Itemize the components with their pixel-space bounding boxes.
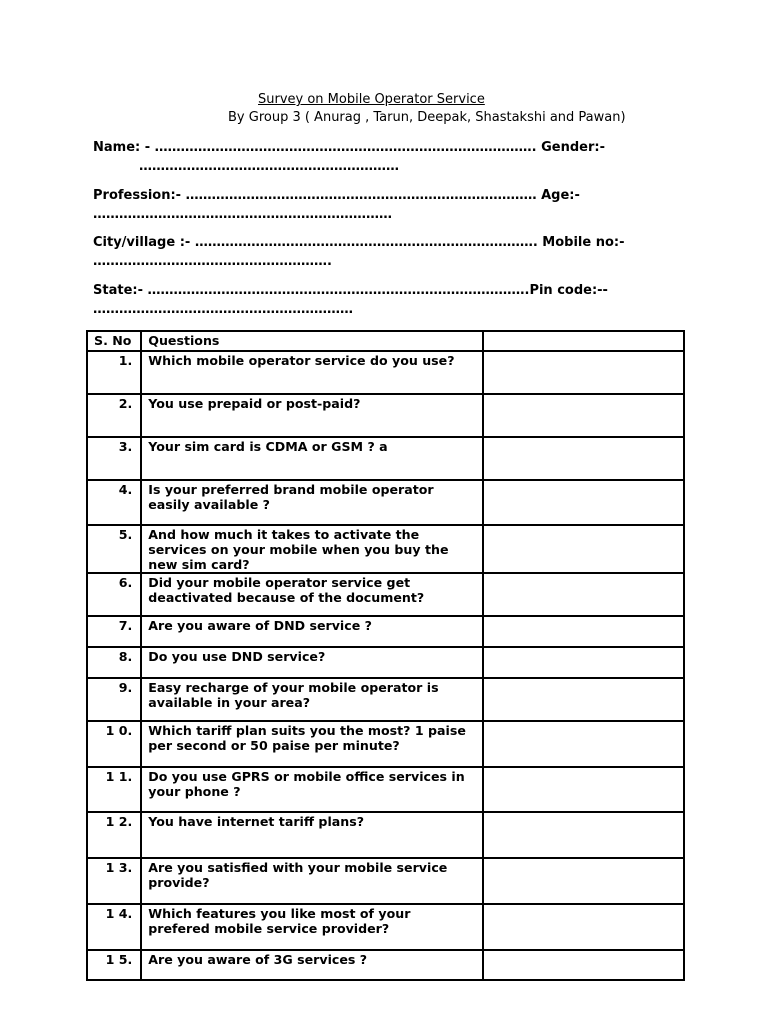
city-line: City/village :- ……………………………………………………………………. Mobile no:-	[93, 235, 625, 250]
row-number: 5.	[87, 525, 141, 573]
row-number: 1 1.	[87, 767, 141, 812]
answer-cell[interactable]	[483, 525, 684, 573]
table-row	[87, 351, 684, 394]
table-row	[87, 394, 684, 437]
table-row	[87, 767, 684, 812]
row-question: Which mobile operator service do you use?	[141, 351, 483, 394]
table-row	[87, 437, 684, 480]
answer-cell[interactable]	[483, 812, 684, 858]
profession-line: Profession:- ……………………………………………………………………… Age:-	[93, 188, 580, 203]
questions-table	[86, 330, 685, 981]
answer-cell[interactable]	[483, 950, 684, 980]
row-number: 1 5.	[87, 950, 141, 980]
answer-cell[interactable]	[483, 573, 684, 616]
row-question: You use prepaid or post-paid?	[141, 394, 483, 437]
row-question: Did your mobile operator service get deactivated because of the document?	[141, 573, 483, 616]
state-line: State:- …………………………………………………………………………….Pin code:--	[93, 283, 608, 298]
answer-cell[interactable]	[483, 904, 684, 950]
answer-cell[interactable]	[483, 394, 684, 437]
table-header-row	[87, 331, 684, 351]
header-answer	[483, 331, 684, 351]
row-question: Are you aware of 3G services ?	[141, 950, 483, 980]
row-question: Which features you like most of your prefered mobile service provider?	[141, 904, 483, 950]
state-line-continued: ……………………………………………………	[93, 302, 353, 317]
row-question: Do you use GPRS or mobile office services in your phone ?	[141, 767, 483, 812]
name-line: Name: - ……………………………………………………………………………. Gender:-	[93, 140, 605, 155]
row-number: 1 3.	[87, 858, 141, 904]
row-number: 1.	[87, 351, 141, 394]
answer-cell[interactable]	[483, 616, 684, 647]
row-number: 7.	[87, 616, 141, 647]
row-question: Is your preferred brand mobile operator easily available ?	[141, 480, 483, 525]
row-number: 3.	[87, 437, 141, 480]
row-number: 2.	[87, 394, 141, 437]
row-question: And how much it takes to activate the services on your mobile when you buy the new sim card?	[141, 525, 483, 573]
row-number: 1 0.	[87, 721, 141, 767]
document-title: Survey on Mobile Operator Service	[258, 92, 485, 107]
city-mobile-field	[93, 233, 713, 271]
header-sno: S. No	[87, 331, 141, 351]
table-row	[87, 480, 684, 525]
profession-line-continued: ……………………………………………………………	[93, 207, 392, 222]
row-question: Are you satisfied with your mobile service provide?	[141, 858, 483, 904]
city-line-continued: ……………………………………………….	[93, 254, 332, 269]
answer-cell[interactable]	[483, 678, 684, 721]
row-question: Easy recharge of your mobile operator is available in your area?	[141, 678, 483, 721]
row-question: Are you aware of DND service ?	[141, 616, 483, 647]
answer-cell[interactable]	[483, 437, 684, 480]
row-number: 6.	[87, 573, 141, 616]
table-row	[87, 525, 684, 573]
table-row	[87, 721, 684, 767]
table-row	[87, 616, 684, 647]
row-question: Your sim card is CDMA or GSM ? a	[141, 437, 483, 480]
name-gender-field	[93, 138, 713, 176]
answer-cell[interactable]	[483, 858, 684, 904]
table-row	[87, 647, 684, 678]
state-pincode-field	[93, 281, 713, 319]
row-question: Which tariff plan suits you the most? 1 paise per second or 50 paise per minute?	[141, 721, 483, 767]
row-number: 8.	[87, 647, 141, 678]
table-row	[87, 573, 684, 616]
row-question: Do you use DND service?	[141, 647, 483, 678]
row-number: 9.	[87, 678, 141, 721]
row-number: 1 4.	[87, 904, 141, 950]
profession-age-field	[93, 186, 713, 224]
name-line-continued: ……………………………………………………	[139, 159, 399, 174]
answer-cell[interactable]	[483, 351, 684, 394]
document-subtitle: By Group 3 ( Anurag , Tarun, Deepak, Shastakshi and Pawan)	[228, 110, 626, 125]
answer-cell[interactable]	[483, 647, 684, 678]
header-questions: Questions	[141, 331, 483, 351]
table-row	[87, 678, 684, 721]
answer-cell[interactable]	[483, 767, 684, 812]
table-row	[87, 812, 684, 858]
answer-cell[interactable]	[483, 721, 684, 767]
row-question: You have internet tariff plans?	[141, 812, 483, 858]
table-row	[87, 858, 684, 904]
table-row	[87, 904, 684, 950]
row-number: 4.	[87, 480, 141, 525]
table-row	[87, 950, 684, 980]
row-number: 1 2.	[87, 812, 141, 858]
answer-cell[interactable]	[483, 480, 684, 525]
